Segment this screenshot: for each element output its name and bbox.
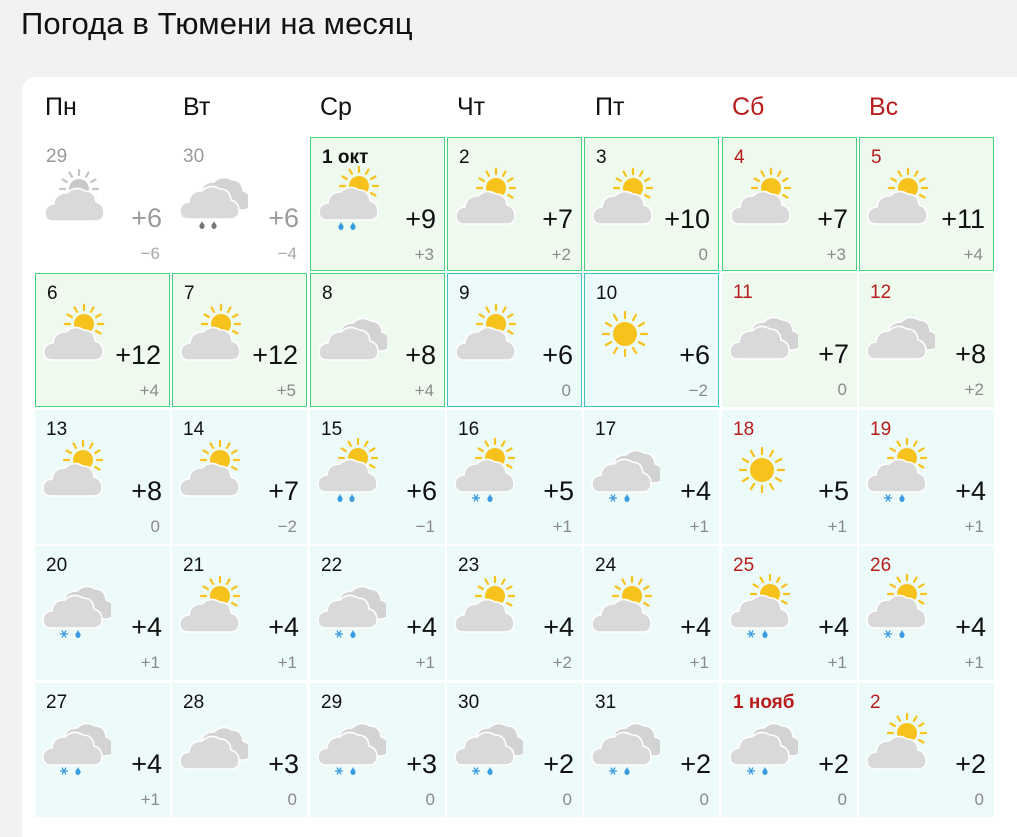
cloudy-sleet-icon — [451, 709, 523, 781]
day-cell[interactable] — [722, 410, 857, 544]
day-temp-min: +3 — [414, 245, 434, 264]
day-date: 22 — [321, 555, 343, 576]
day-cell[interactable] — [35, 410, 170, 544]
day-date: 26 — [870, 555, 892, 576]
day-temp-max: +8 — [131, 476, 162, 506]
day-temp-max: +11 — [941, 204, 985, 234]
day-temp-min: 0 — [561, 381, 571, 400]
day-date: 16 — [458, 419, 480, 440]
day-cell[interactable] — [172, 137, 307, 271]
day-temp-min: +2 — [964, 380, 984, 399]
day-temp-max: +2 — [955, 749, 986, 779]
day-temp-max: +4 — [131, 749, 162, 779]
partly-cloudy-icon — [176, 572, 248, 644]
day-temp-max: +6 — [268, 203, 299, 233]
day-temp-max: +7 — [268, 476, 299, 506]
day-cell[interactable] — [310, 273, 445, 407]
day-temp-max: +12 — [115, 340, 161, 370]
partly-cloudy-sleet-icon — [726, 572, 798, 644]
cloudy-sleet-icon — [588, 709, 660, 781]
day-date: 31 — [595, 692, 617, 713]
day-date: 7 — [184, 283, 195, 304]
day-date: 1 окт — [322, 147, 369, 168]
partly-cloudy-icon — [589, 164, 661, 236]
day-cell[interactable] — [35, 546, 170, 680]
day-temp-max: +6 — [542, 340, 573, 370]
day-cell[interactable] — [35, 137, 170, 271]
day-temp-max: +5 — [818, 476, 849, 506]
day-temp-min: 0 — [837, 380, 847, 399]
day-cell[interactable] — [447, 273, 582, 407]
partly-cloudy-sleet-icon — [451, 436, 523, 508]
day-temp-min: −6 — [140, 244, 160, 263]
day-temp-max: +8 — [955, 339, 986, 369]
partly-cloudy-icon — [177, 300, 249, 372]
day-temp-max: +4 — [955, 612, 986, 642]
day-temp-max: +2 — [818, 749, 849, 779]
day-temp-max: +9 — [405, 204, 436, 234]
day-temp-min: +5 — [276, 381, 296, 400]
day-temp-min: +1 — [827, 653, 847, 672]
day-cell[interactable] — [35, 683, 170, 817]
day-cell[interactable] — [859, 410, 994, 544]
day-temp-min: 0 — [425, 790, 435, 809]
cloudy-sleet-icon — [588, 436, 660, 508]
day-date: 3 — [596, 147, 607, 168]
partly-cloudy-rain-icon — [314, 436, 386, 508]
cloudy-sleet-icon — [726, 709, 798, 781]
day-cell[interactable] — [722, 683, 857, 817]
day-cell[interactable] — [722, 137, 857, 271]
partly-cloudy-icon — [176, 436, 248, 508]
day-date: 21 — [183, 555, 205, 576]
day-date: 14 — [183, 419, 205, 440]
day-date: 18 — [733, 419, 755, 440]
day-date: 4 — [734, 147, 745, 168]
day-date: 9 — [459, 283, 470, 304]
cloudy-icon — [315, 300, 387, 372]
sun-icon — [589, 300, 661, 372]
day-cell[interactable] — [310, 410, 445, 544]
day-temp-min: 0 — [974, 790, 984, 809]
day-temp-max: +4 — [955, 476, 986, 506]
day-temp-max: +8 — [405, 340, 436, 370]
day-temp-min: +1 — [552, 517, 572, 536]
cloudy-icon — [726, 299, 798, 371]
day-cell[interactable] — [859, 683, 994, 817]
day-date: 11 — [733, 282, 753, 303]
day-cell[interactable] — [447, 546, 582, 680]
day-cell[interactable] — [584, 546, 719, 680]
day-temp-min: 0 — [150, 517, 160, 536]
day-temp-max: +6 — [406, 476, 437, 506]
day-temp-min: +1 — [964, 653, 984, 672]
day-date: 23 — [458, 555, 480, 576]
day-temp-min: −2 — [688, 381, 708, 400]
cloudy-sleet-icon — [314, 709, 386, 781]
weekday-label: Чт — [457, 93, 486, 121]
day-date: 19 — [870, 419, 892, 440]
day-temp-min: −2 — [277, 517, 297, 536]
day-temp-max: +4 — [131, 612, 162, 642]
partly-cloudy-sleet-icon — [863, 436, 935, 508]
day-temp-max: +7 — [818, 339, 849, 369]
day-date: 30 — [183, 146, 205, 167]
page-title: Погода в Тюмени на месяц — [21, 6, 413, 41]
partly-cloudy-icon — [39, 436, 111, 508]
day-date: 10 — [596, 283, 618, 304]
day-temp-min: +4 — [963, 245, 983, 264]
day-temp-max: +2 — [543, 749, 574, 779]
day-temp-min: +1 — [415, 653, 435, 672]
day-date: 29 — [321, 692, 343, 713]
day-cell[interactable] — [172, 683, 307, 817]
partly-cloudy-grey-sun-icon — [39, 163, 111, 235]
day-temp-min: +2 — [552, 653, 572, 672]
day-temp-max: +4 — [680, 476, 711, 506]
day-cell[interactable] — [722, 273, 857, 407]
day-temp-max: +4 — [268, 612, 299, 642]
day-cell[interactable] — [859, 273, 994, 407]
day-date: 29 — [46, 146, 68, 167]
day-cell[interactable] — [310, 137, 445, 271]
partly-cloudy-icon — [40, 300, 112, 372]
day-cell[interactable] — [859, 137, 994, 271]
day-temp-min: +2 — [551, 245, 571, 264]
day-cell[interactable] — [310, 546, 445, 680]
day-temp-min: 0 — [287, 790, 297, 809]
day-cell[interactable] — [584, 410, 719, 544]
partly-cloudy-icon — [451, 572, 523, 644]
day-temp-max: +4 — [543, 612, 574, 642]
day-temp-min: +4 — [414, 381, 434, 400]
day-temp-min: +1 — [140, 790, 160, 809]
partly-cloudy-icon — [863, 709, 935, 781]
day-date: 1 нояб — [733, 692, 795, 713]
day-date: 6 — [47, 283, 58, 304]
day-cell[interactable] — [859, 546, 994, 680]
day-temp-min: +1 — [140, 653, 160, 672]
day-temp-min: 0 — [562, 790, 572, 809]
sun-icon — [726, 436, 798, 508]
day-cell[interactable] — [35, 273, 170, 407]
weekday-label: Вт — [183, 93, 211, 121]
day-cell[interactable] — [172, 410, 307, 544]
day-date: 28 — [183, 692, 205, 713]
day-date: 5 — [871, 147, 882, 168]
day-date: 30 — [458, 692, 480, 713]
day-cell[interactable] — [584, 273, 719, 407]
day-date: 2 — [459, 147, 470, 168]
day-temp-max: +4 — [406, 612, 437, 642]
weekday-label: Пт — [595, 93, 625, 121]
day-cell[interactable] — [447, 683, 582, 817]
day-date: 24 — [595, 555, 617, 576]
day-cell[interactable] — [722, 546, 857, 680]
day-temp-max: +3 — [406, 749, 437, 779]
cloudy-sleet-icon — [314, 572, 386, 644]
day-temp-min: −1 — [415, 517, 435, 536]
day-temp-min: +1 — [827, 517, 847, 536]
partly-cloudy-icon — [452, 300, 524, 372]
day-temp-min: 0 — [837, 790, 847, 809]
day-date: 13 — [46, 419, 68, 440]
day-temp-min: +1 — [277, 653, 297, 672]
day-temp-max: +4 — [818, 612, 849, 642]
partly-cloudy-sleet-icon — [863, 572, 935, 644]
day-cell[interactable] — [172, 273, 307, 407]
partly-cloudy-icon — [727, 164, 799, 236]
day-date: 15 — [321, 419, 343, 440]
day-date: 12 — [870, 282, 892, 303]
day-temp-min: +1 — [689, 517, 709, 536]
day-date: 2 — [870, 692, 881, 713]
day-temp-max: +6 — [131, 203, 162, 233]
weekday-header — [22, 93, 1017, 127]
weekday-label: Пн — [45, 93, 77, 121]
cloudy-sleet-icon — [39, 709, 111, 781]
cloudy-sleet-icon — [39, 572, 111, 644]
weekday-label: Ср — [320, 93, 352, 121]
day-temp-max: +3 — [268, 749, 299, 779]
day-temp-max: +7 — [542, 204, 573, 234]
cloudy-rain-icon — [176, 163, 248, 235]
day-cell[interactable] — [584, 137, 719, 271]
day-temp-min: +4 — [139, 381, 159, 400]
day-date: 27 — [46, 692, 68, 713]
day-temp-min: 0 — [699, 790, 709, 809]
partly-cloudy-rain-icon — [315, 164, 387, 236]
day-temp-max: +5 — [543, 476, 574, 506]
partly-cloudy-icon — [452, 164, 524, 236]
day-temp-min: +1 — [964, 517, 984, 536]
day-date: 20 — [46, 555, 68, 576]
day-temp-max: +4 — [680, 612, 711, 642]
day-cell[interactable] — [447, 410, 582, 544]
day-temp-min: +1 — [689, 653, 709, 672]
day-cell[interactable] — [584, 683, 719, 817]
day-cell[interactable] — [447, 137, 582, 271]
day-date: 25 — [733, 555, 755, 576]
cloudy-icon — [863, 299, 935, 371]
day-temp-max: +2 — [680, 749, 711, 779]
day-temp-min: 0 — [698, 245, 708, 264]
calendar-card — [22, 77, 1017, 837]
cloudy-icon — [176, 709, 248, 781]
day-temp-max: +6 — [679, 340, 710, 370]
day-temp-max: +10 — [664, 204, 710, 234]
day-temp-max: +7 — [817, 204, 848, 234]
day-date: 17 — [595, 419, 617, 440]
partly-cloudy-icon — [588, 572, 660, 644]
day-cell[interactable] — [310, 683, 445, 817]
day-temp-min: +3 — [826, 245, 846, 264]
partly-cloudy-icon — [864, 164, 936, 236]
day-temp-max: +12 — [252, 340, 298, 370]
weekday-label: Вс — [869, 93, 899, 121]
day-temp-min: −4 — [277, 244, 297, 263]
day-date: 8 — [322, 283, 333, 304]
weekday-label: Сб — [732, 93, 765, 121]
day-cell[interactable] — [172, 546, 307, 680]
